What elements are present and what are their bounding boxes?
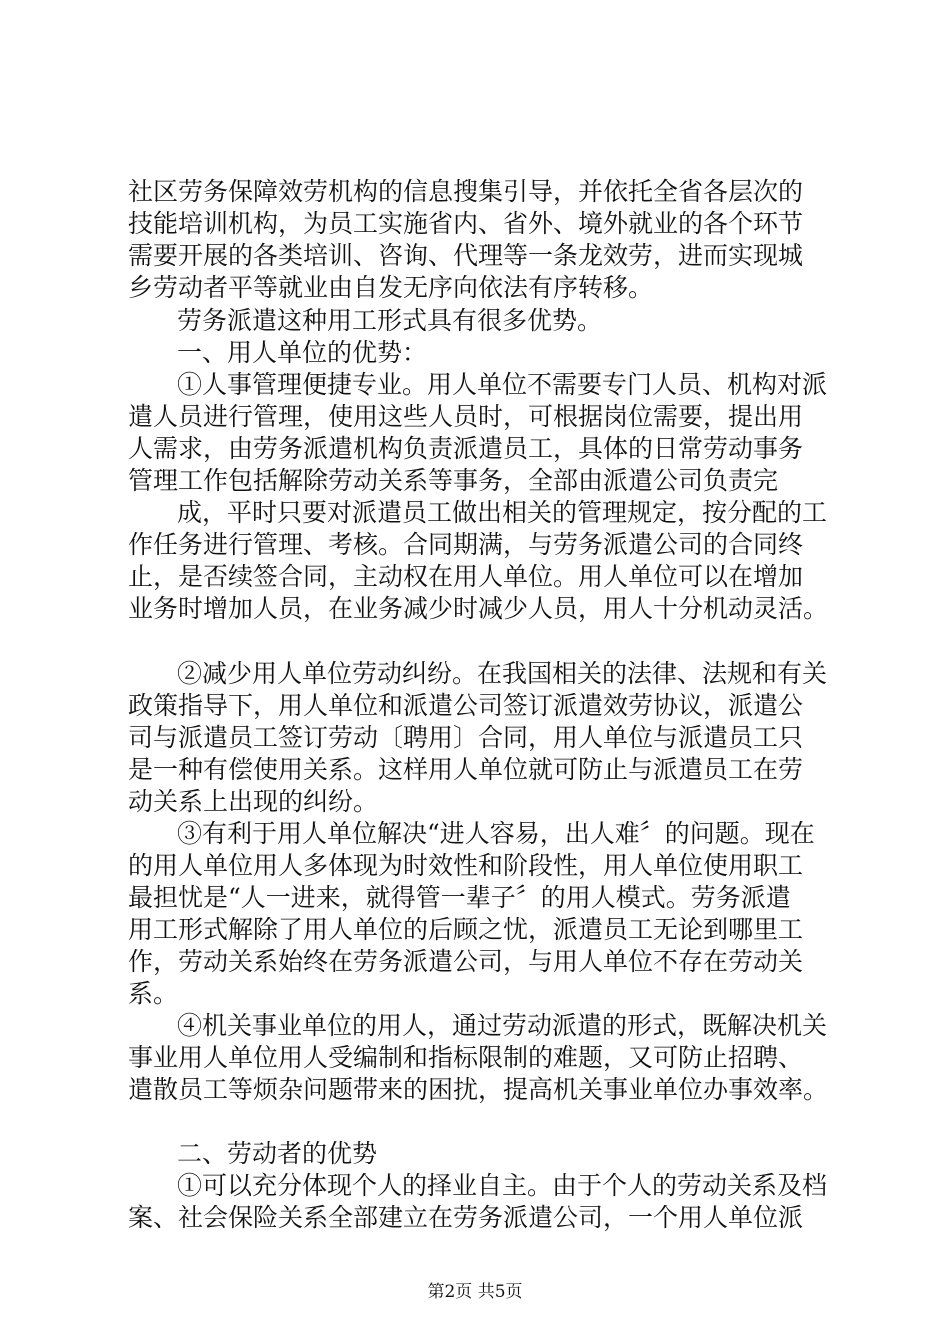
body-line: 司与派遣员工签订劳动〔聘用〕合同，用人单位与派遣员工只 (128, 723, 804, 752)
body-line: 止，是否续签合同，主动权在用人单位。用人单位可以在增加 (128, 562, 804, 591)
body-line: 劳务派遣这种用工形式具有很多优势。 (177, 306, 603, 335)
body-line: ①人事管理便捷专业。用人单位不需要专门人员、机构对派 (177, 370, 828, 399)
body-line: ③有利于用人单位解决“进人容易，出人难〞的问题。现在 (177, 819, 815, 848)
body-line: ②减少用人单位劳动纠纷。在我国相关的法律、法规和有关 (177, 659, 828, 688)
body-line: 乡劳动者平等就业由自发无序向依法有序转移。 (128, 273, 654, 302)
body-line: 的用人单位用人多体现为时效性和阶段性，用人单位使用职工 (128, 851, 804, 880)
body-line: 作任务进行管理、考核。合同期满，与劳务派遣公司的合同终 (128, 530, 804, 559)
body-line: 遣散员工等烦杂问题带来的困扰，提高机关事业单位办事效率。 (128, 1075, 829, 1104)
body-line: 遣人员进行管理，使用这些人员时，可根据岗位需要，提出用 (128, 402, 804, 431)
body-line: 作，劳动关系始终在劳务派遣公司，与用人单位不存在劳动关 (128, 947, 804, 976)
body-line: 技能培训机构，为员工实施省内、省外、境外就业的各个环节 (128, 209, 804, 238)
body-line: 事业用人单位用人受编制和指标限制的难题，又可防止招聘、 (128, 1043, 804, 1072)
body-line: 人需求，由劳务派遣机构负责派遣员工，具体的日常劳动事务 (128, 434, 804, 463)
body-line: 业务时增加人员，在业务减少时减少人员，用人十分机动灵活。 (128, 594, 829, 623)
body-line: 需要开展的各类培训、咨询、代理等一条龙效劳，进而实现城 (128, 241, 804, 270)
body-line: 管理工作包括解除劳动关系等事务，全部由派遣公司负责完 (128, 466, 779, 495)
section-heading: 一、用人单位的优势： (177, 338, 428, 367)
page-number-footer: 第2页 共5页 (427, 1282, 523, 1302)
section-heading: 二、劳动者的优势 (177, 1139, 378, 1168)
body-line: 系。 (128, 979, 179, 1008)
body-line: 最担忧是“人一进来，就得管一辈子〞的用人模式。劳务派遣 (128, 883, 791, 912)
body-line: 成，平时只要对派遣员工做出相关的管理规定，按分配的工 (177, 498, 828, 527)
body-line: ①可以充分体现个人的择业自主。由于个人的劳动关系及档 (177, 1171, 828, 1200)
body-line: 案、社会保险关系全部建立在劳务派遣公司，一个用人单位派 (128, 1203, 804, 1232)
body-line: ④机关事业单位的用人，通过劳动派遣的形式，既解决机关 (177, 1011, 828, 1040)
body-line: 政策指导下，用人单位和派遣公司签订派遣效劳协议，派遣公 (128, 691, 804, 720)
body-line: 是一种有偿使用关系。这样用人单位就可防止与派遣员工在劳 (128, 755, 804, 784)
body-line: 动关系上出现的纠纷。 (128, 787, 379, 816)
body-line: 社区劳务保障效劳机构的信息搜集引导，并依托全省各层次的 (128, 177, 804, 206)
body-line: 用工形式解除了用人单位的后顾之忧，派遣员工无论到哪里工 (128, 915, 804, 944)
